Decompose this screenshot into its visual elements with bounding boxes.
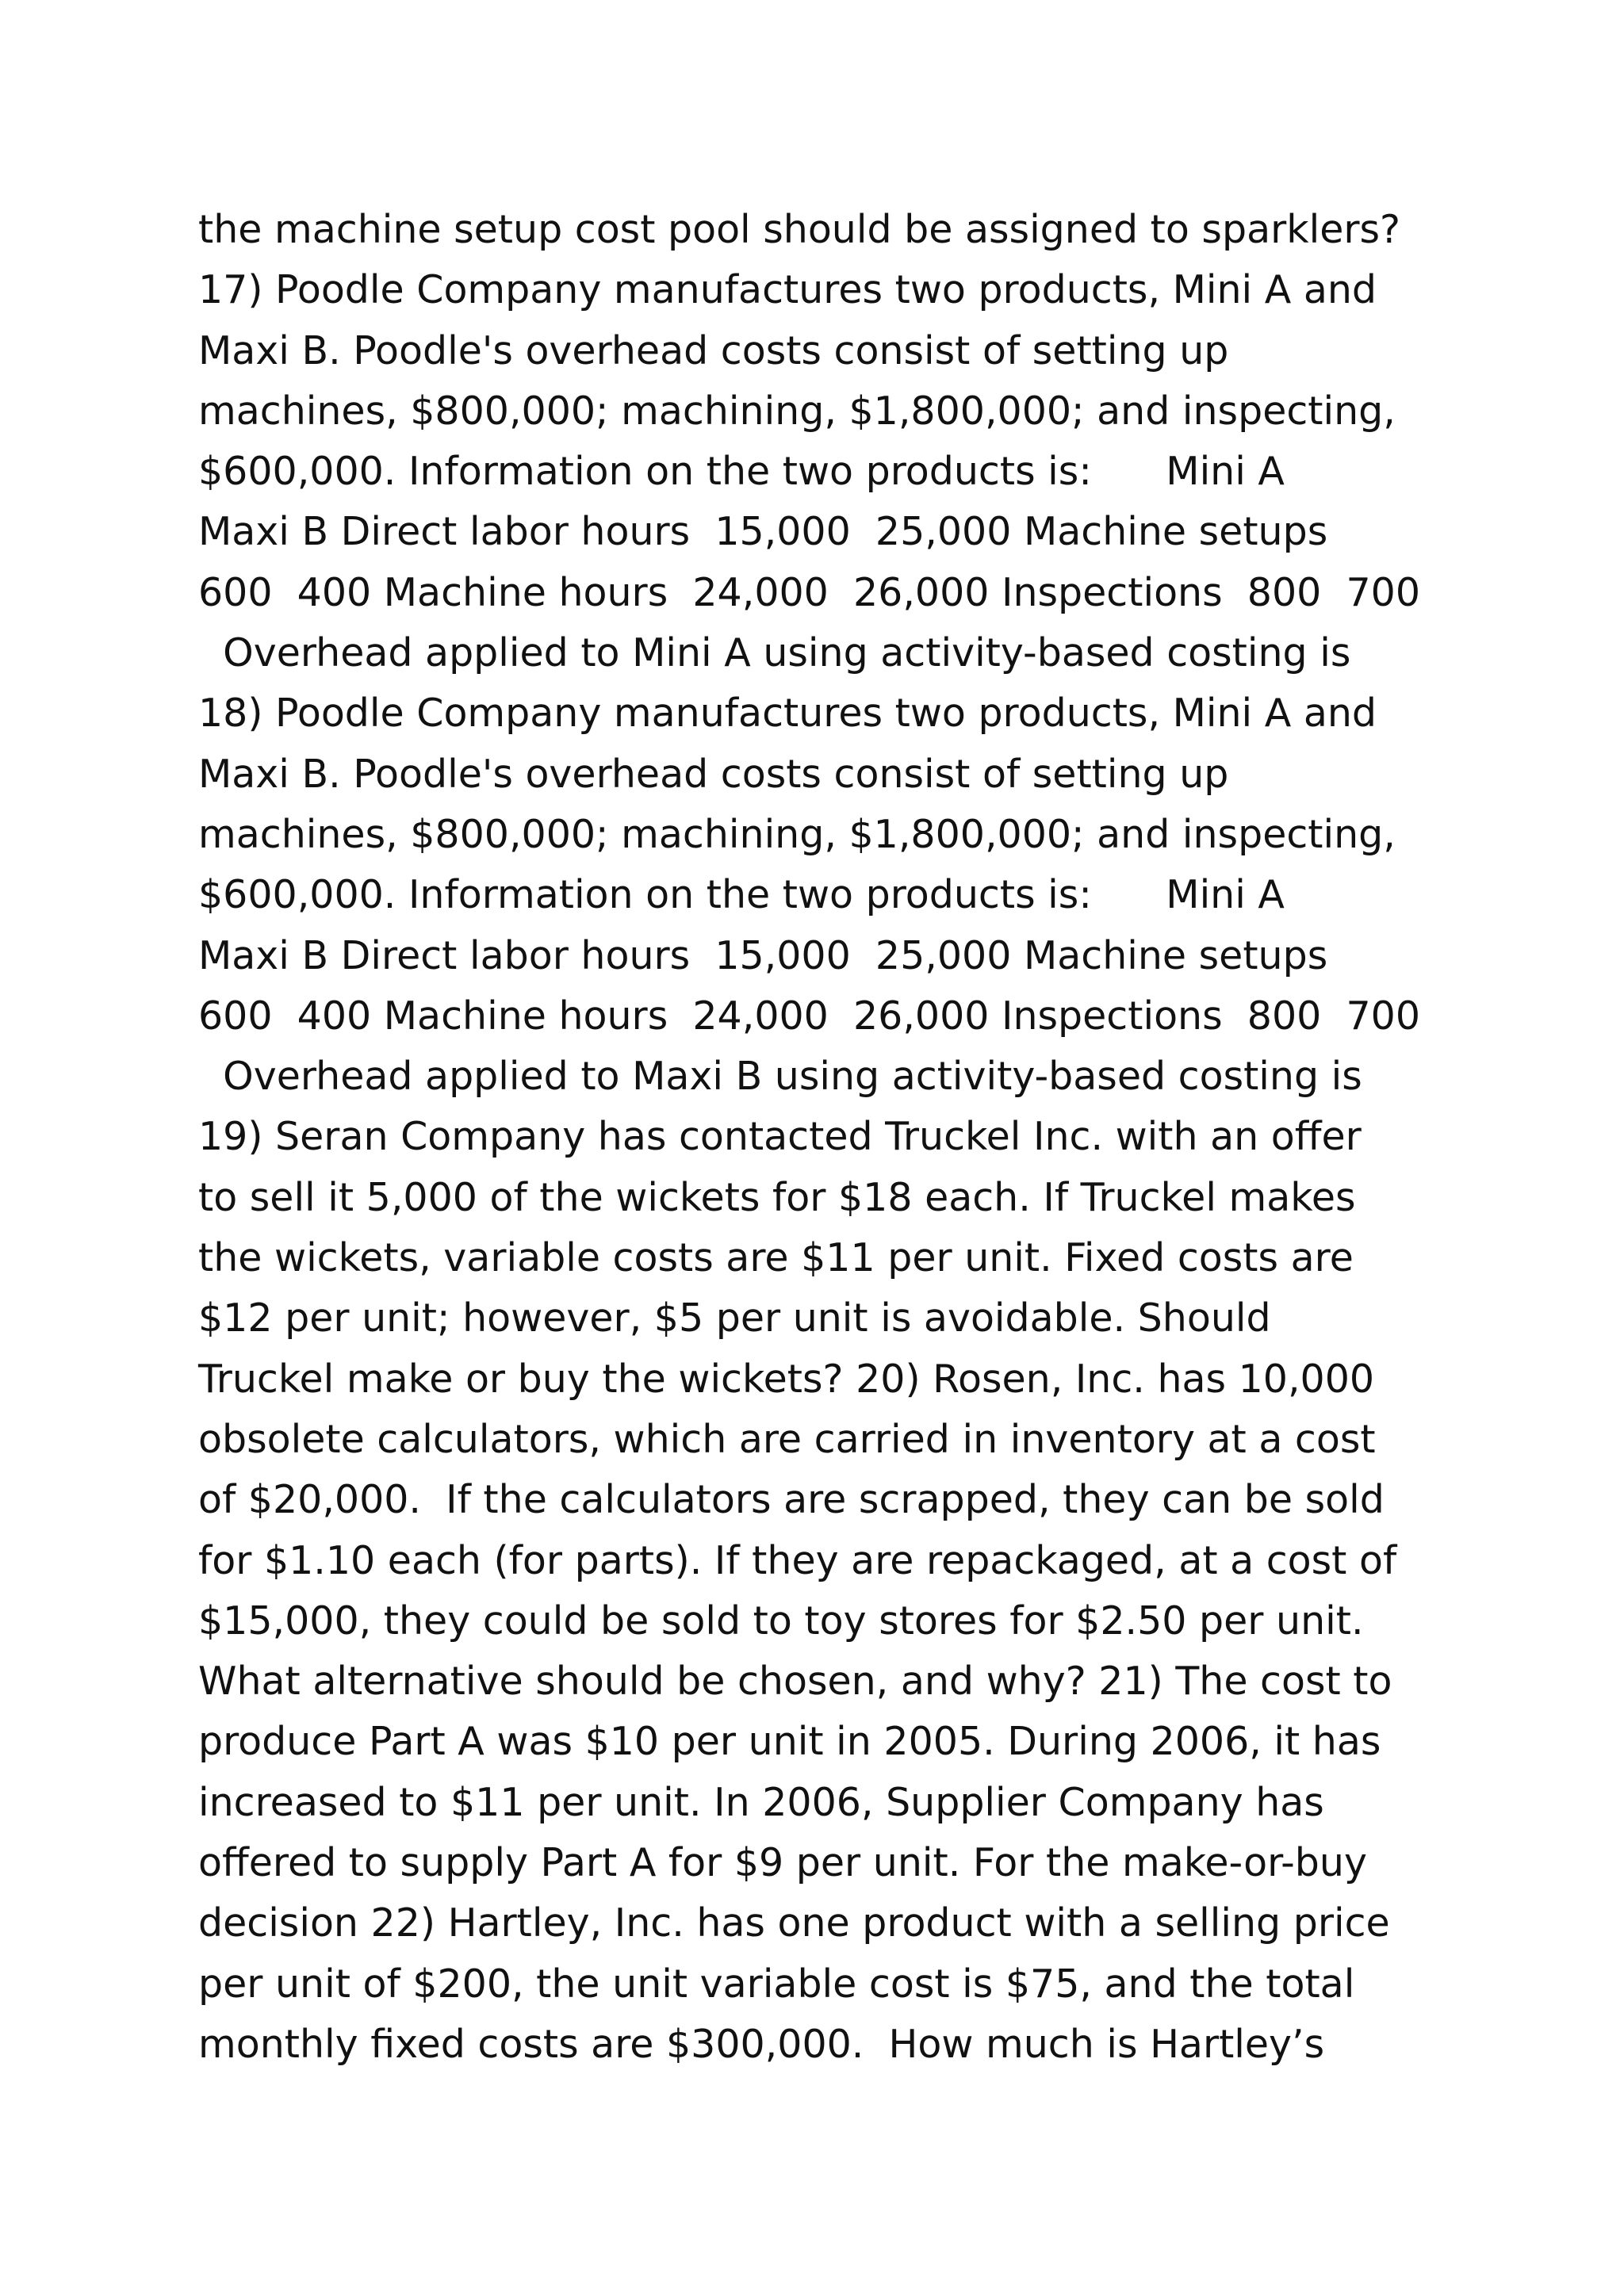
text-line: What alternative should be chosen, and why? 21) The cost to — [198, 1659, 1392, 1705]
text-line: Overhead applied to Maxi B using activity-based costing is — [198, 1054, 1362, 1100]
text-line: $600,000. Information on the two products is: Mini A — [198, 872, 1285, 918]
text-line: $15,000, they could be sold to toy stores for $2.50 per unit. — [198, 1598, 1364, 1644]
text-line: 19) Seran Company has contacted Truckel Inc. with an offer — [198, 1114, 1362, 1160]
document-text — [198, 200, 1483, 2075]
text-line: increased to $11 per unit. In 2006, Supplier Company has — [198, 1779, 1324, 1825]
text-line: machines, $800,000; machining, $1,800,000; and inspecting, — [198, 388, 1396, 434]
text-line: $600,000. Information on the two products is: Mini A — [198, 449, 1285, 495]
text-line: machines, $800,000; machining, $1,800,000; and inspecting, — [198, 811, 1396, 857]
text-line: 17) Poodle Company manufactures two products, Mini A and — [198, 267, 1377, 313]
text-line: for $1.10 each (for parts). If they are repackaged, at a cost of — [198, 1537, 1397, 1583]
text-line: Overhead applied to Mini A using activity-based costing is — [198, 630, 1351, 676]
text-line: offered to supply Part A for $9 per unit. For the make-or-buy — [198, 1840, 1367, 1886]
text-line: the machine setup cost pool should be assigned to sparklers? — [198, 207, 1401, 252]
text-line: Maxi B. Poodle's overhead costs consist of setting up — [198, 327, 1229, 373]
text-line: Maxi B. Poodle's overhead costs consist of setting up — [198, 751, 1229, 797]
text-line: of $20,000. If the calculators are scrapped, they can be sold — [198, 1477, 1385, 1523]
text-line: Maxi B Direct labor hours 15,000 25,000 Machine setups — [198, 932, 1328, 978]
text-line: to sell it 5,000 of the wickets for $18 each. If Truckel makes — [198, 1174, 1356, 1220]
text-line: per unit of $200, the unit variable cost is $75, and the total — [198, 1961, 1355, 2007]
text-line: Maxi B Direct labor hours 15,000 25,000 Machine setups — [198, 509, 1328, 555]
text-line: decision 22) Hartley, Inc. has one product with a selling price — [198, 1900, 1390, 1946]
text-line: $12 per unit; however, $5 per unit is avoidable. Should — [198, 1295, 1271, 1341]
text-line: the wickets, variable costs are $11 per unit. Fixed costs are — [198, 1235, 1354, 1281]
text-line: 600 400 Machine hours 24,000 26,000 Inspections 800 700 — [198, 569, 1420, 615]
text-line: 600 400 Machine hours 24,000 26,000 Inspections 800 700 — [198, 993, 1420, 1039]
text-line: 18) Poodle Company manufactures two products, Mini A and — [198, 691, 1377, 737]
text-line: Truckel make or buy the wickets? 20) Rosen, Inc. has 10,000 — [198, 1356, 1375, 1402]
text-line: produce Part A was $10 per unit in 2005. During 2006, it has — [198, 1719, 1381, 1765]
text-line: monthly fixed costs are $300,000. How much is Hartley’s — [198, 2021, 1325, 2067]
text-line: obsolete calculators, which are carried in inventory at a cost — [198, 1416, 1376, 1462]
